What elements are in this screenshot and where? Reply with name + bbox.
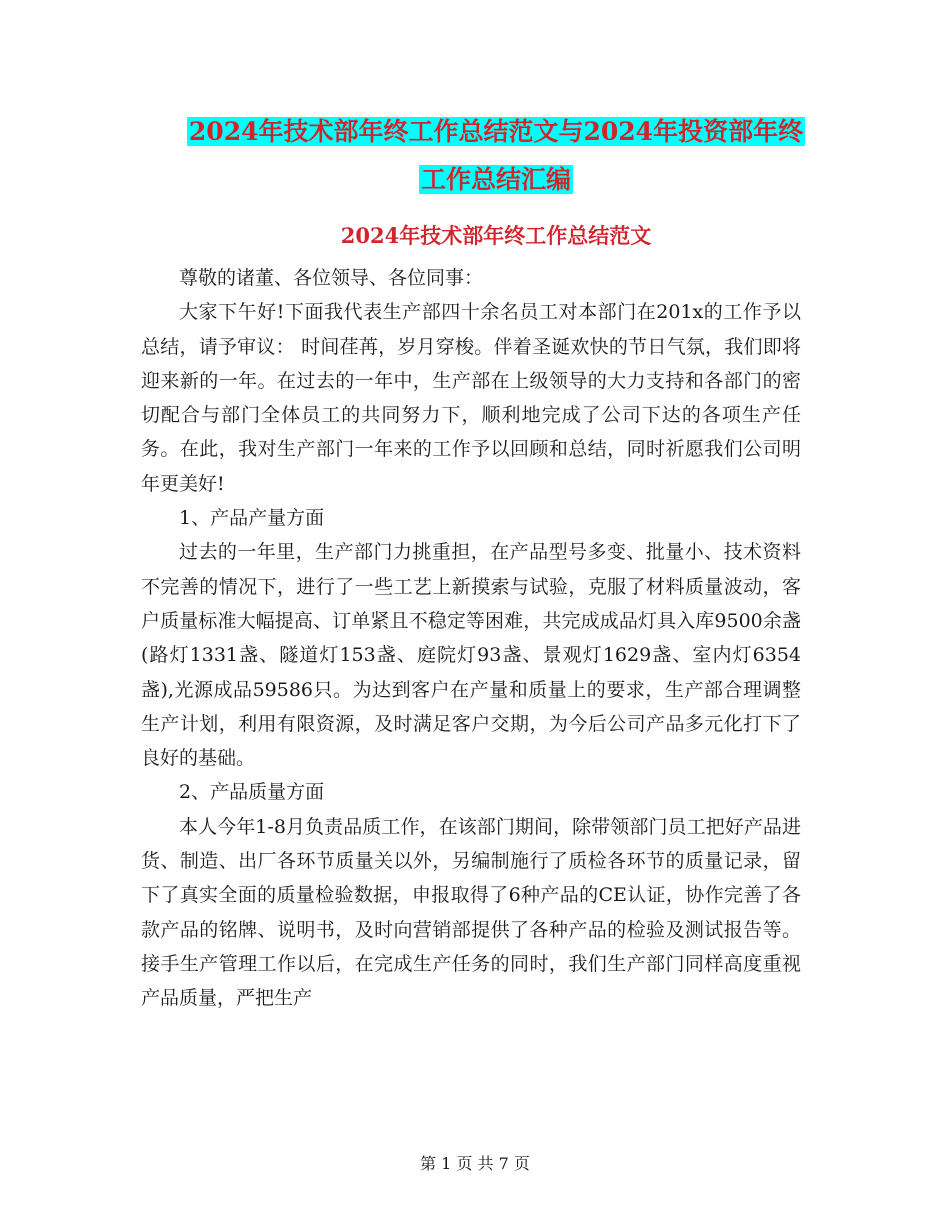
page-footer: 第 1 页 共 7 页 — [420, 1154, 530, 1173]
output-paragraph: 过去的一年里，生产部门力挑重担，在产品型号多变、批量小、技术资料不完善的情况下，进行了一些工艺上新摸索与试验，克服了材料质量波动，客户质量标准大幅提高、订单紧且不稳定等困难，共完成成品灯具入库9500余盏(路灯1331盏、隧道灯153盏、庭院灯93盏、景观灯1629盏、室内灯6354盏),光源成品59586只。为达到客户在产量和质量上的要求，生产部合理调整生产计划，利用有限资源，及时满足客户交期，为今后公司产品多元化打下了良好的基础。 — [141, 541, 801, 770]
heading-quality: 2、产品质量方面 — [179, 781, 325, 804]
quality-paragraph: 本人今年1-8月负责品质工作，在该部门期间，除带领部门员工把好产品进货、制造、出厂各环节质量关以外，另编制施行了质检各环节的质量记录，留下了真实全面的质量检验数据，申报取得了6种产品的CE认证，协作完善了各款产品的铭牌、说明书，及时向营销部提供了各种产品的检验及测试报告等。接手生产管理工作以后，在完成生产任务的同时，我们生产部门同样高度重视产品质量，严把生产 — [141, 815, 801, 1010]
heading-output: 1、产品产量方面 — [179, 507, 325, 530]
salutation-paragraph: 尊敬的诸董、各位领导、各位同事： — [179, 267, 484, 289]
intro-paragraph: 大家下午好!下面我代表生产部四十余名员工对本部门在201x的工作予以总结，请予审议： 时间荏苒，岁月穿梭。伴着圣诞欢快的节日气氛，我们即将迎来新的一年。在过去的一年中，生产部在上级领导的大力支持和各部门的密切配合与部门全体员工的共同努力下，顺利地完成了公司下达的各项生产任务。在此，我对生产部门一年来的工作予以回顾和总结，同时祈愿我们公司明年更美好! — [141, 301, 801, 495]
section-title: 2024年技术部年终工作总结范文 — [340, 223, 652, 248]
document-title-line-1: 2024年技术部年终工作总结范文与2024年投资部年终 — [188, 117, 804, 146]
document-body — [141, 261, 801, 1016]
document-title — [140, 108, 852, 204]
document-title-line-2: 工作总结汇编 — [420, 165, 571, 194]
